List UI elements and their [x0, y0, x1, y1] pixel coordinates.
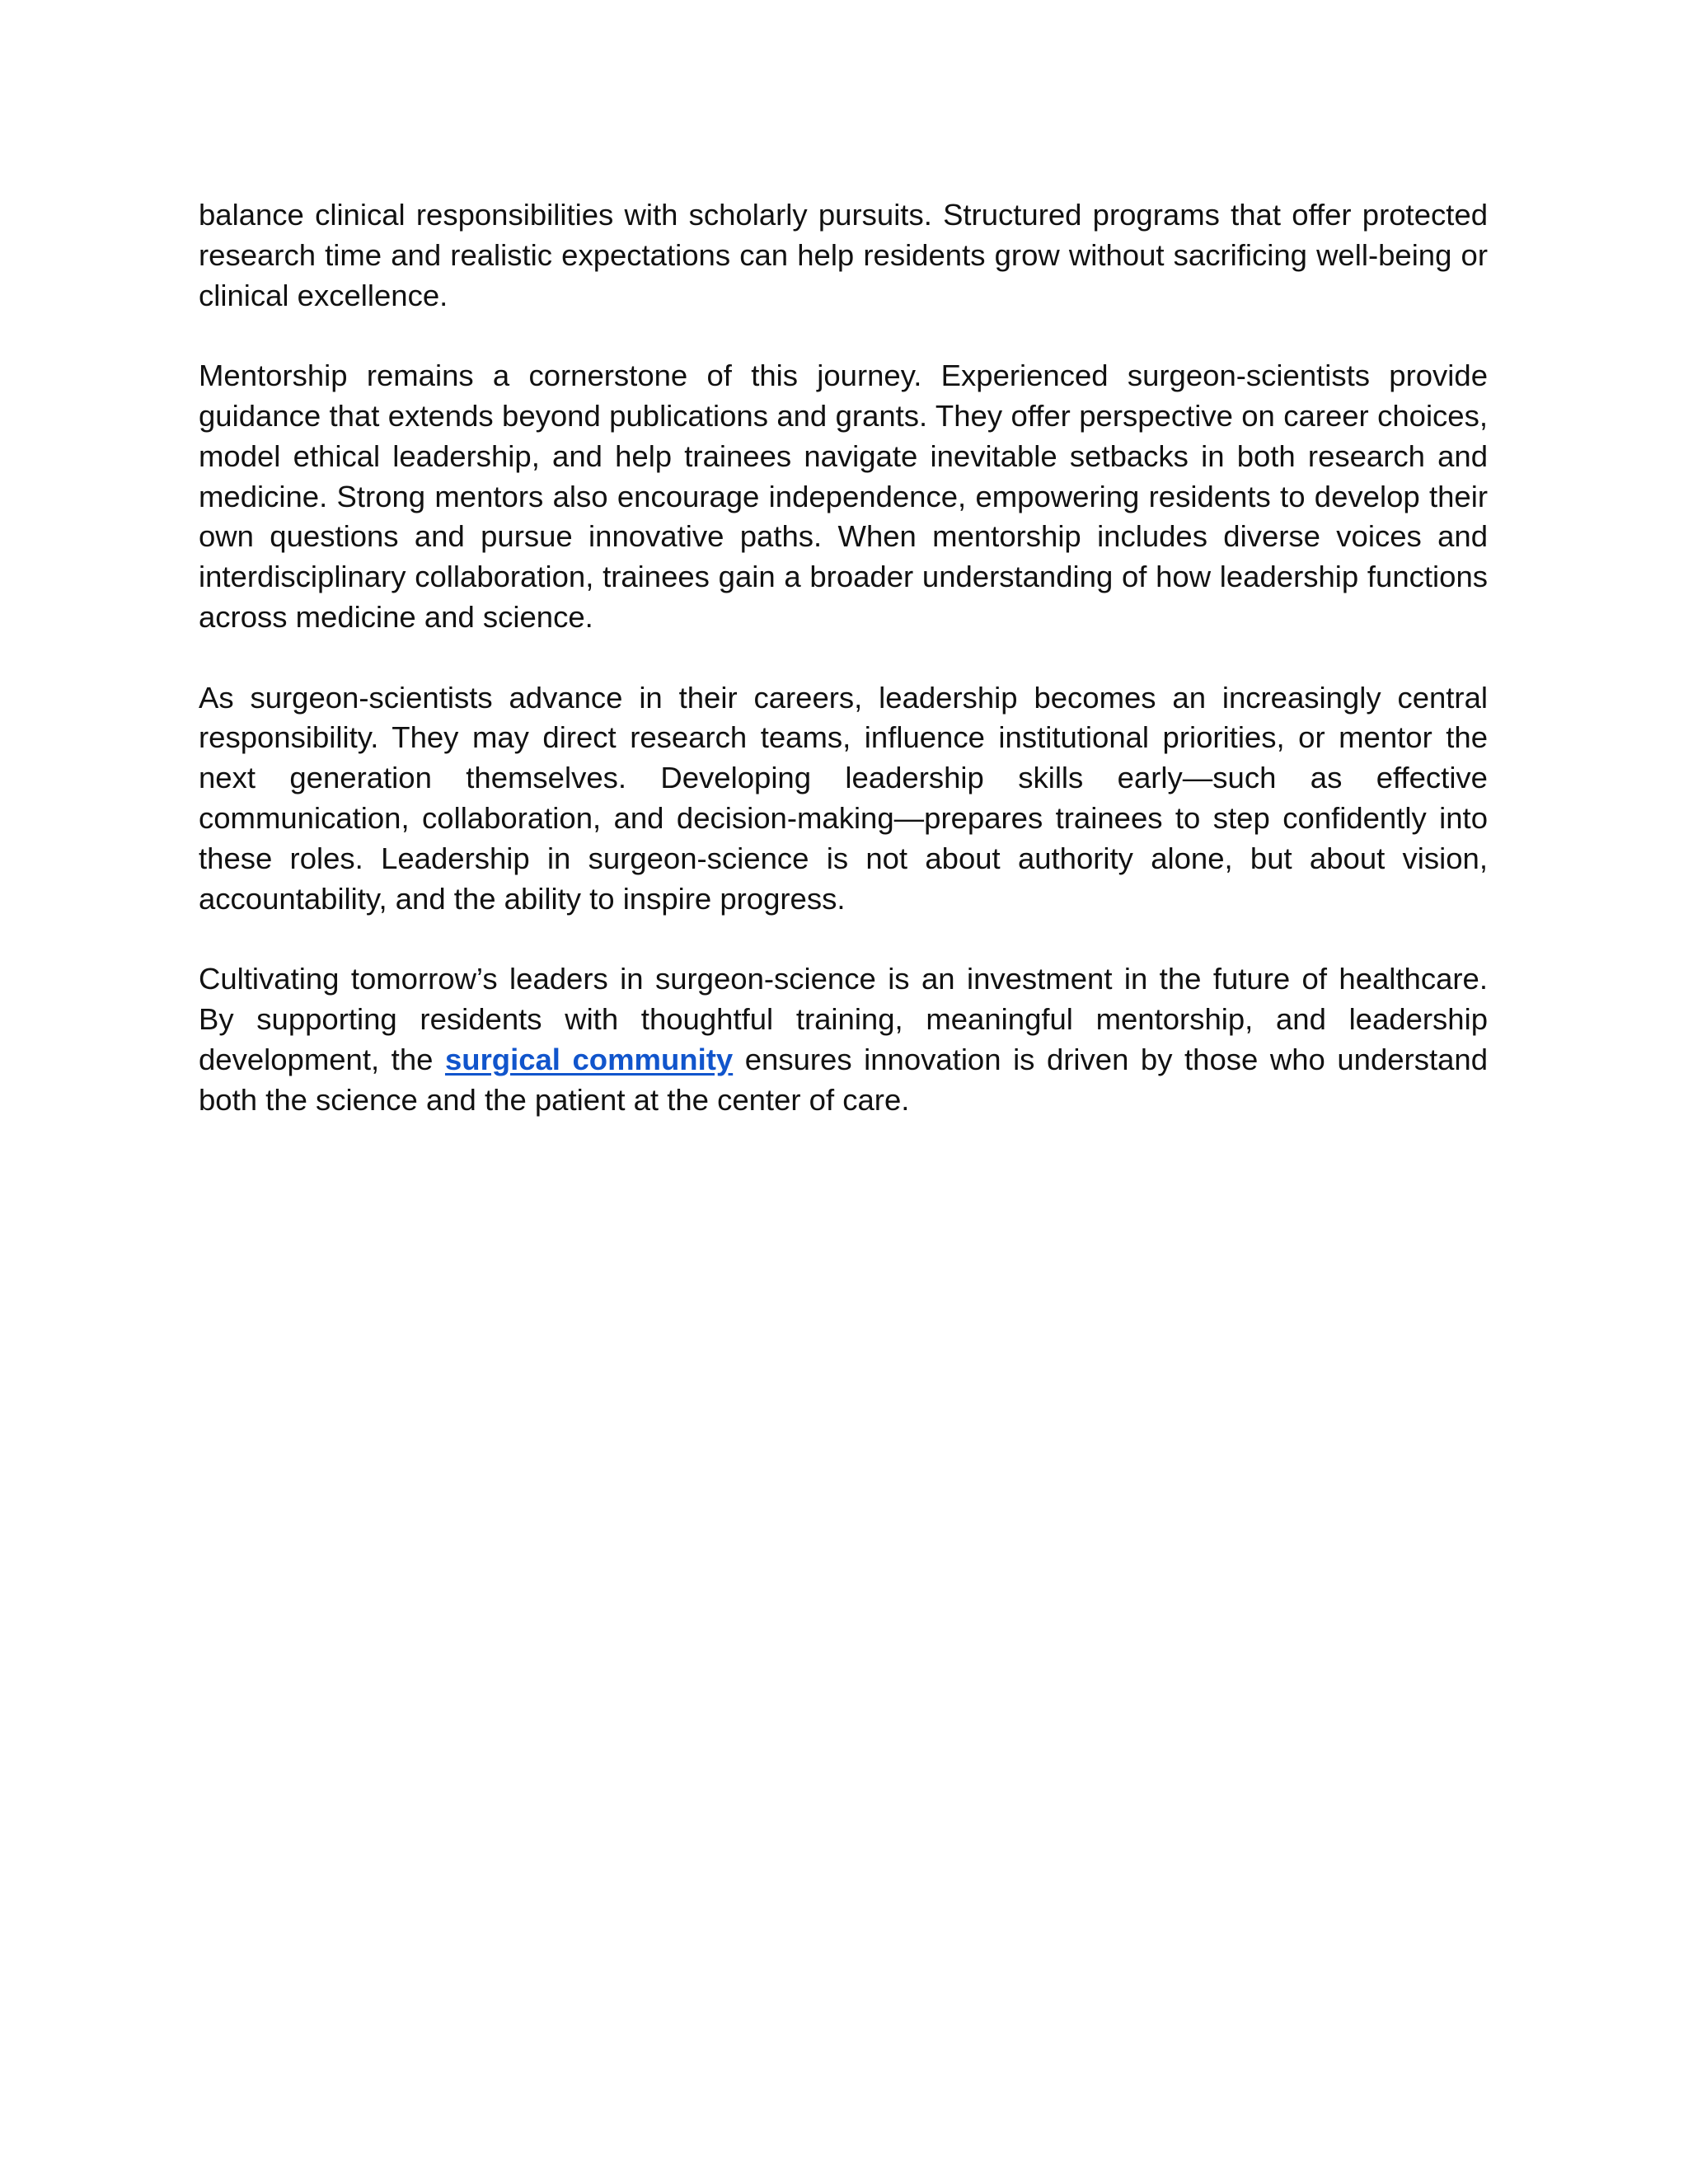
paragraph-cultivating-after-link: ensures innovation is driven by those who understand both the science and the patient at the center of care.: [199, 1042, 1488, 1117]
surgical-community-link[interactable]: surgical community: [444, 1042, 734, 1076]
paragraph-leadership: As surgeon-scientists advance in their careers, leadership becomes an increasingly central responsibility. They may direct research teams, influence institutional priorities, or mentor the next generation themselves. Developing leadership skills early—such as effective communication, collaboration, and decision-making—prepares trainees to step confidently into these roles. Leadership in surgeon-science is not about authority alone, but about vision, accountability, and the ability to inspire progress.: [199, 680, 1488, 916]
paragraph-cultivating-before-link: Cultivating tomorrow’s leaders in surgeon-science is an investment in the future of healthcare. By supporting residents with thoughtful training, meaningful mentorship, and leadership development, the: [199, 962, 1488, 1076]
paragraph-mentorship: Mentorship remains a cornerstone of this journey. Experienced surgeon-scientists provide guidance that extends beyond publications and grants. They offer perspective on career choices, model ethical leadership, and help trainees navigate inevitable setbacks in both research and medicine. Strong mentors also encourage independence, empowering residents to develop their own questions and pursue innovative paths. When mentorship includes diverse voices and interdisciplinary collaboration, trainees gain a broader understanding of how leadership functions across medicine and science.: [199, 359, 1488, 634]
document-body: [199, 195, 1488, 1160]
paragraph-cultivating: [199, 959, 1488, 1120]
paragraph-balance: balance clinical responsibilities with scholarly pursuits. Structured programs that offer protected research time and realistic expectations can help residents grow without sacrificing well-being or clinical excellence.: [199, 198, 1488, 312]
